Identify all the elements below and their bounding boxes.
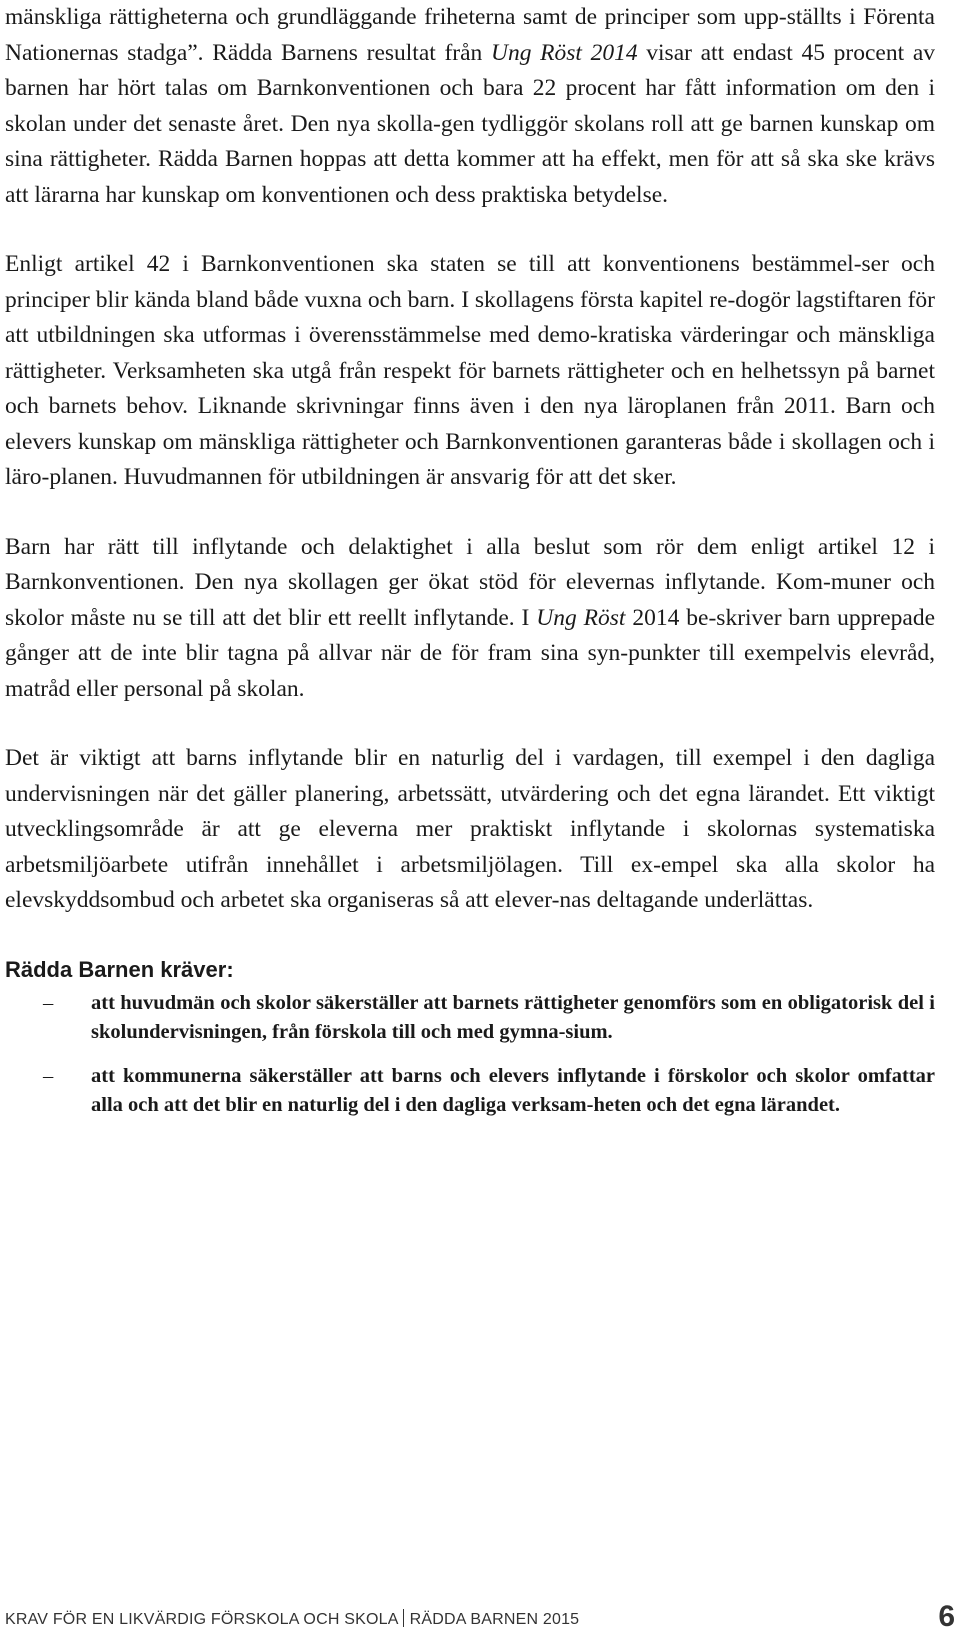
paragraph-1-title-ref: Ung Röst 2014 [490,39,638,66]
bullet-dash: – [43,991,54,1014]
paragraph-3 [5,530,935,708]
demand-item-text: att huvudmän och skolor säkerställer att barnets rättigheter genomförs som en obligatorisk del i skolundervisningen, från förskola till och med gymna-sium. [91,991,935,1043]
demands-list [5,989,935,1121]
paragraph-1 [5,0,935,213]
paragraph-3-text-a: Barn har rätt till inflytande och delaktighet i alla beslut som rör dem enligt artikel 12 i Barnkonventionen. Den nya skollagen ger ökat stöd för elevernas inflytande. Kom-muner och skolor måste nu se till att det blir ett reellt inflytande. I [5,533,935,631]
demands-heading: Rädda Barnen kräver: [5,956,234,982]
demand-item-text: att kommunerna säkerställer att barns och elevers inflytande i förskolor och skolor omfattar alla och att det blir en naturlig del i den dagliga verksam-heten och det egna lärandet. [91,1064,935,1116]
paragraph-2: Enligt artikel 42 i Barnkonventionen ska staten se till att konventionens bestämmel-ser och principer blir kända bland både vuxna och barn. I skollagens första kapitel re-dogör lagstiftaren för att utbildningen ska utformas i överensstämmelse med demo-kratiska värderingar och mänskliga rättigheter. Verksamheten ska utgå från respekt för barnets rättigheter och en helhetssyn på barnet och barnets behov. Liknande skrivningar finns även i den nya läroplanen från 2011. Barn och elevers kunskap om mänskliga rättigheter och Barnkonventionen garanteras både i skollagen och i läro-planen. Huvudmannen för utbildningen är ansvarig för att det sker. [5,251,935,490]
footer-text [5,1609,579,1630]
footer-document-title: KRAV FÖR EN LIKVÄRDIG FÖRSKOLA OCH SKOLA [5,1611,399,1628]
paragraph-1-text-b: visar att endast 45 procent av barnen har hört talas om Barnkonventionen och bara 22 procent har fått information om den i skolan under det senaste året. Den nya skolla-gen tydliggör skolans roll att ge barnen kunskap om sina rättigheter. Rädda Barnen hoppas att detta kommer att ha effekt, men för att så ska ske krävs att lärarna har kunskap om konventionen och dess praktiska betydelse. [5,39,935,208]
demand-item [5,1062,935,1121]
document-body [5,0,935,1135]
paragraph-3-title-ref: Ung Röst [536,604,626,631]
footer-publisher: RÄDDA BARNEN 2015 [409,1611,580,1628]
bullet-dash: – [43,1064,54,1087]
page-footer [5,1590,960,1633]
paragraph-4: Det är viktigt att barns inflytande blir en naturlig del i vardagen, till exempel i den dagliga undervisningen när det gäller planering, arbetssätt, utvärdering och det egna lärandet. Ett viktigt utvecklingsområde är att ge eleverna mer praktiskt inflytande i skolornas systematiska arbetsmiljöarbete utifrån innehållet i arbetsmiljölagen. Till ex-empel ska alla skolor ha elevskyddsombud och arbetet ska organiseras så att elever-nas deltagande underlättas. [5,745,935,913]
footer-separator [403,1609,404,1627]
paragraph-3-text-b: 2014 be-skriver barn upprepade gånger att de inte blir tagna på allvar när de för fram sina syn-punkter till exempelvis elevråd, matråd eller personal på skolan. [5,604,936,702]
paragraph-1-text-a: mänskliga rättigheterna och grundläggande friheterna samt de principer som upp-ställts i Förenta Nationernas stadga”. Rädda Barnens resultat från [5,4,935,66]
demand-item [5,989,935,1048]
page-number: 6 [938,1600,955,1633]
